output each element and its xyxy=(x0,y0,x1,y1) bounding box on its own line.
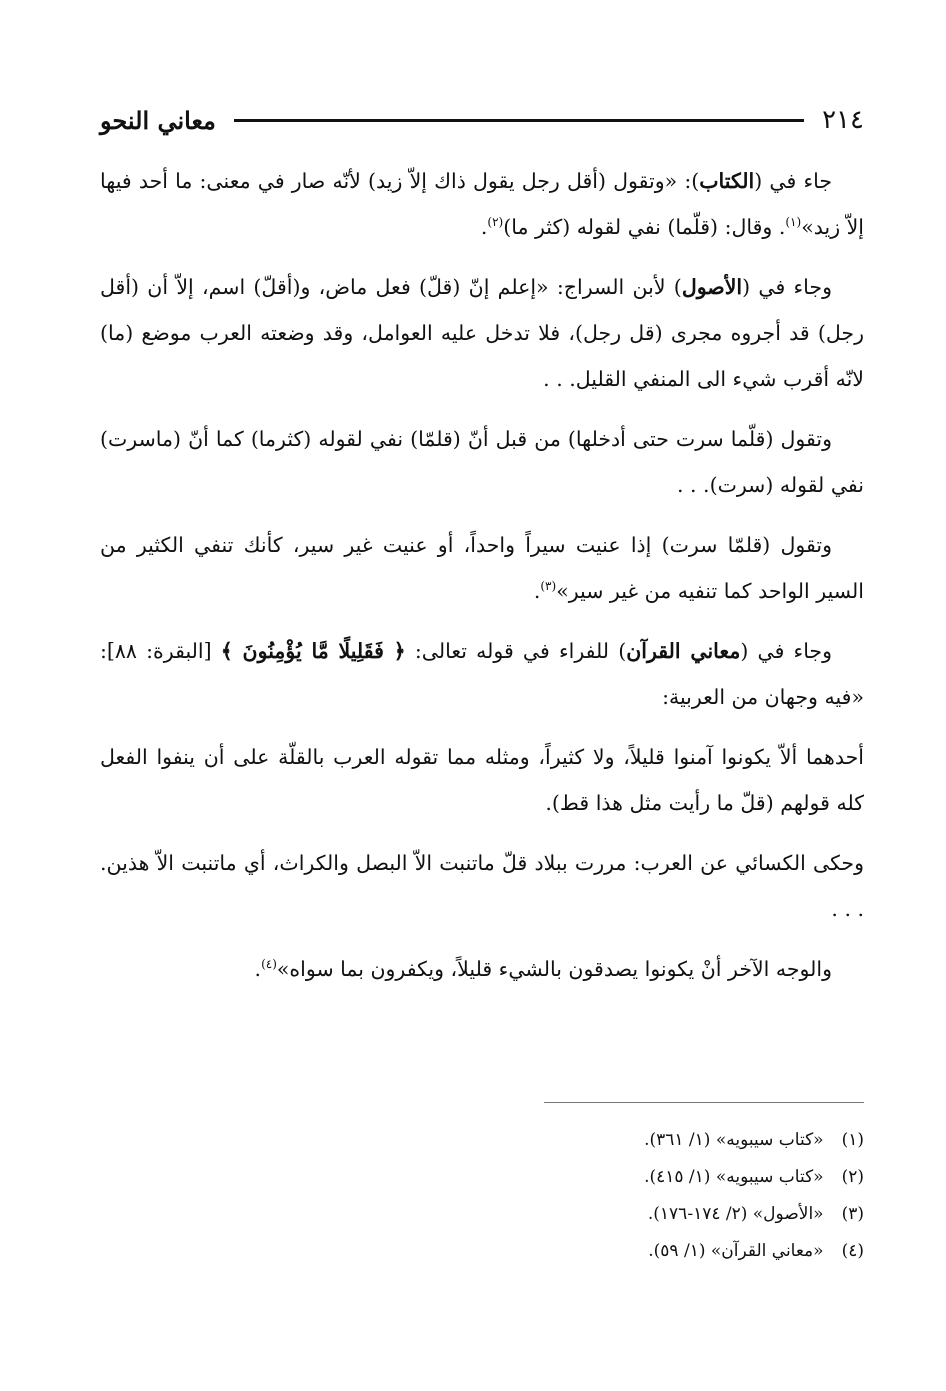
text-run: ): «وتقول (أقل رجل يقول ذاك إلاّ زيد) لأنّه صار في معنى: ما أحد فيها إلاّ زيد» xyxy=(100,169,864,239)
footnote-item xyxy=(300,1233,864,1270)
footnote-number: (٢) xyxy=(841,1167,864,1187)
book-title: معاني النحو xyxy=(100,105,216,135)
paragraph-3 xyxy=(100,416,864,508)
footnote-ref[interactable]: (١) xyxy=(785,215,802,230)
header-rule xyxy=(234,119,804,122)
text-run: [البقرة: ٨٨]: «فيه وجهان من العربية: xyxy=(100,639,864,709)
text-run: وجاء في ( xyxy=(742,275,833,299)
text-run: ) للفراء في قوله تعالى: xyxy=(405,639,627,663)
text-run: . xyxy=(254,957,262,981)
text-run: وتقول (قلمّا سرت) إذا عنيت سيراً واحداً، أو عنيت غير سير، كأنك تنفي الكثير من السير الواحد كما تنفيه من غير سير» xyxy=(100,533,864,603)
footnote-number: (٣) xyxy=(841,1204,864,1224)
source-title: الأصول xyxy=(681,275,743,299)
running-header xyxy=(100,100,864,140)
footnote-item xyxy=(300,1196,864,1233)
footnote-text: «الأصول» (٢/ ١٧٤-١٧٦). xyxy=(647,1204,824,1224)
source-title: معاني القرآن xyxy=(626,639,741,663)
paragraph-5 xyxy=(100,628,864,720)
text-run: والوجه الآخر أنْ يكونوا يصدقون بالشيء قليلاً، ويكفرون بما سواه» xyxy=(276,957,832,981)
footnote-text: «معاني القرآن» (١/ ٥٩). xyxy=(648,1241,824,1261)
footnotes xyxy=(300,1122,864,1270)
footnote-separator xyxy=(544,1102,864,1103)
quran-verse: ﴿ فَقَلِيلًا مَّا يُؤْمِنُونَ ﴾ xyxy=(220,639,406,663)
text-run: . xyxy=(533,579,541,603)
text-run: . وقال: (قلّما) نفي لقوله (كثر ما) xyxy=(503,215,786,239)
page-number: ٢١٤ xyxy=(822,105,864,135)
paragraph-6 xyxy=(100,734,864,826)
text-run: أحدهما ألاّ يكونوا آمنوا قليلاً، ولا كثيراً، ومثله مما تقوله العرب بالقلّة على أن ينفوا الفعل كله قولهم (قلّ ما رأيت مثل هذا قط). xyxy=(100,745,864,815)
text-run: جاء في ( xyxy=(754,169,832,193)
text-run: وجاء في ( xyxy=(740,639,833,663)
paragraph-8 xyxy=(100,946,864,992)
source-title: الكتاب xyxy=(699,169,755,193)
text-run: وحكى الكسائي عن العرب: مررت ببلاد قلّ ماتنبت الاّ البصل والكراث، أي ماتنبت الاّ هذين. . . . xyxy=(100,851,864,921)
footnote-ref[interactable]: (٢) xyxy=(487,215,504,230)
main-text xyxy=(100,158,864,1006)
text-run: . xyxy=(480,215,488,239)
footnote-ref[interactable]: (٤) xyxy=(261,957,277,972)
footnote-number: (٤) xyxy=(841,1241,864,1261)
paragraph-7 xyxy=(100,840,864,932)
text-run: ) لأبن السراج: «إعلم إنّ (قلّ) فعل ماض، و(أقلّ) اسم، إلاّ أن (أقل رجل) قد أجروه مجرى (قل رجل)، فلا تدخل عليه العوامل، وقد وضعته العرب موضع (ما) لانّه أقرب شيء الى المنفي القليل. . . xyxy=(100,275,864,391)
footnote-ref[interactable]: (٣) xyxy=(540,579,557,594)
footnote-text: «كتاب سيبويه» (١/ ٤١٥). xyxy=(644,1167,824,1187)
paragraph-1 xyxy=(100,158,864,250)
footnote-item xyxy=(300,1122,864,1159)
paragraph-4 xyxy=(100,522,864,614)
footnote-number: (١) xyxy=(841,1130,864,1150)
text-run: وتقول (قلّما سرت حتى أدخلها) من قبل أنّ (قلمّا) نفي لقوله (كثرما) كما أنّ (ماسرت) نفي لقوله (سرت). . . xyxy=(100,427,864,497)
footnote-text: «كتاب سيبويه» (١/ ٣٦١). xyxy=(644,1130,824,1150)
paragraph-2 xyxy=(100,264,864,402)
footnote-item xyxy=(300,1159,864,1196)
